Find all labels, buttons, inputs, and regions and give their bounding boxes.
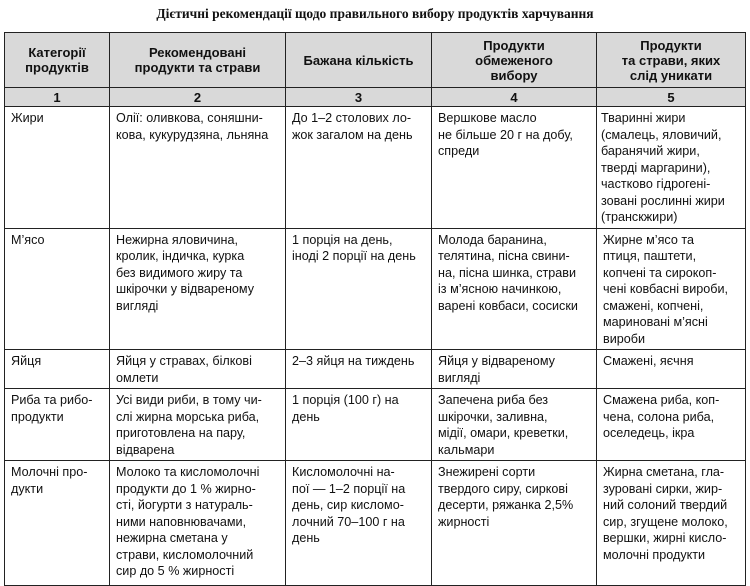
category-cell: Риба та рибо- продукти — [5, 389, 110, 461]
amount-cell: 1 порція (100 г) на день — [286, 389, 432, 461]
column-number: 3 — [286, 88, 432, 107]
avoid-cell: Смажена риба, коп- чена, солона риба, оселедець, ікра — [597, 389, 746, 461]
amount-cell: 1 порція на день, іноді 2 порції на день — [286, 228, 432, 350]
table-row — [5, 228, 746, 350]
limited-cell: Вершкове масло не більше 20 г на добу, спреди — [432, 107, 597, 229]
table-row — [5, 389, 746, 461]
category-cell: М’ясо — [5, 228, 110, 350]
column-number: 2 — [110, 88, 286, 107]
column-number: 1 — [5, 88, 110, 107]
column-number-row — [5, 88, 746, 107]
header-amount: Бажана кількість — [286, 33, 432, 88]
document-title: Дієтичні рекомендації щодо правильного вибору продуктів харчування — [156, 6, 594, 21]
recommended-cell: Нежирна яловичина, кролик, індичка, курка без видимого жиру та шкірочки у відвареному вигляді — [110, 228, 286, 350]
recommended-cell: Молоко та кисломолочні продукти до 1 % жирно- сті, йогурти з натураль- ними наповнювачами, нежирна сметана у страви, кисломолочний сир до 5 % жирності — [110, 461, 286, 586]
amount-cell: 2–3 яйця на тиждень — [286, 350, 432, 389]
header-category: Категорії продуктів — [5, 33, 110, 88]
header-row — [5, 33, 746, 88]
table-row — [5, 107, 746, 229]
limited-cell: Молода баранина, телятина, пісна свини- на, пісна шинка, страви із м’ясною начинкою, варені ковбаси, сосиски — [432, 228, 597, 350]
limited-cell: Запечена риба без шкірочки, заливна, мідії, омари, креветки, кальмари — [432, 389, 597, 461]
avoid-cell: Жирна сметана, гла- зуровані сирки, жир- ний солоний твердий сир, згущене молоко, вершки, жирні кисло- молочні продукти — [597, 461, 746, 586]
column-number: 4 — [432, 88, 597, 107]
category-cell: Молочні про- дукти — [5, 461, 110, 586]
recommended-cell: Олії: оливкова, соняшни- кова, кукурудзяна, льняна — [110, 107, 286, 229]
header-recommended: Рекомендовані продукти та страви — [110, 33, 286, 88]
table-row — [5, 461, 746, 586]
recommended-cell: Яйця у стравах, білкові омлети — [110, 350, 286, 389]
header-limited: Продукти обмеженого вибору — [432, 33, 597, 88]
amount-cell: Кисломолочні на- пої — 1–2 порції на день, сир кисломо- лочний 70–100 г на день — [286, 461, 432, 586]
header-avoid: Продукти та страви, яких слід уникати — [597, 33, 746, 88]
limited-cell: Знежирені сорти твердого сиру, сиркові десерти, ряжанка 2,5% жирності — [432, 461, 597, 586]
avoid-cell: Жирне м’ясо та птиця, паштети, копчені та сирокоп- чені ковбасні вироби, смажені, копчені, мариновані м’ясні вироби — [597, 228, 746, 350]
food-recommendations-table — [4, 32, 746, 586]
column-number: 5 — [597, 88, 746, 107]
table-row — [5, 350, 746, 389]
recommended-cell: Усі види риби, в тому чи- слі жирна морська риба, приготовлена на пару, відварена — [110, 389, 286, 461]
amount-cell: До 1–2 столових ло- жок загалом на день — [286, 107, 432, 229]
category-cell: Яйця — [5, 350, 110, 389]
avoid-cell: Смажені, яєчня — [597, 350, 746, 389]
avoid-cell: Тваринні жири (смалець, яловичий, баранячий жири, тверді маргарини), частково гідрогені- зовані рослинні жири (транскжири) — [597, 107, 746, 229]
category-cell: Жири — [5, 107, 110, 229]
limited-cell: Яйця у відвареному вигляді — [432, 350, 597, 389]
